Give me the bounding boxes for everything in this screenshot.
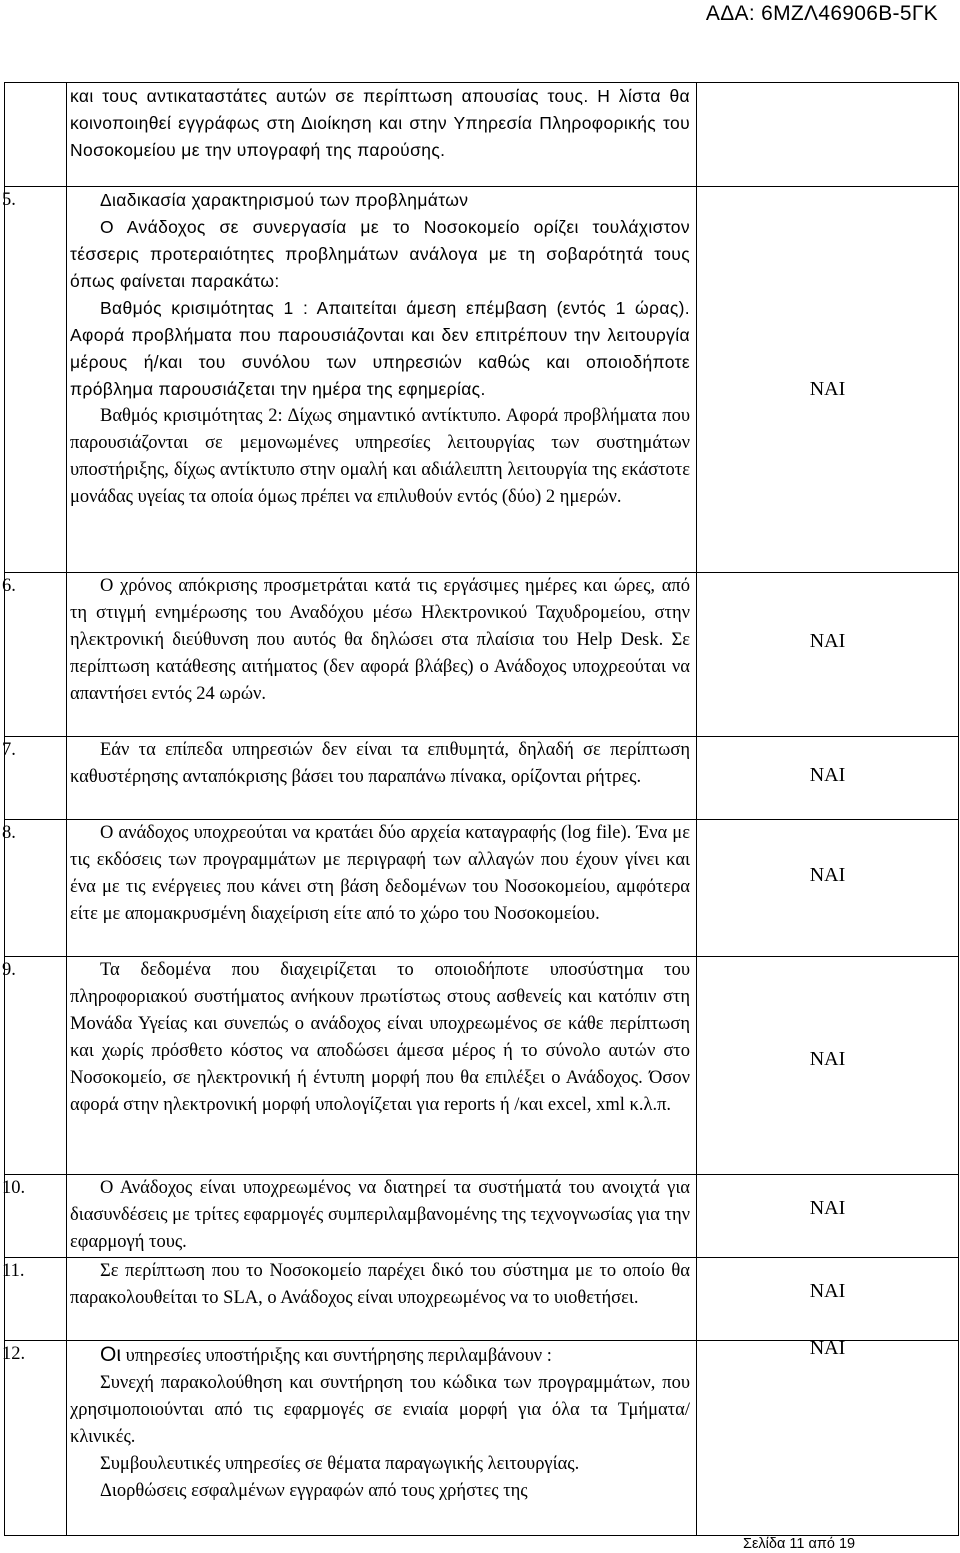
row-paragraph: Σε περίπτωση που το Νοσοκομείο παρέχει δικό του σύστημα με το οποίο θα παρακολουθείται το SLA, ο Ανάδοχος είναι υποχρεωμένος να το υιοθετήσει. [70, 1261, 690, 1308]
row-number-cell: 9. [5, 957, 67, 1175]
row-number-cell: 8. [5, 820, 67, 957]
table-row [5, 820, 959, 957]
answer-cell [697, 83, 959, 187]
row-text-cell [67, 83, 697, 187]
row-paragraph: Βαθμός κρισιμότητας 1 : Απαιτείται άμεση επέμβαση (εντός 1 ώρας). Αφορά προβλήματα που παρουσιάζονται και δεν επιτρέπουν την λειτουργία μέρους ή/και του συνόλου των υπηρεσιών καθώς και οποιοδήποτε πρόβλημα παρουσιάζεται την ημέρα της εφημερίας. [70, 298, 690, 399]
row-paragraph: Συνεχή παρακολούθηση και συντήρηση του κώδικα των προγραμμάτων, που χρησιμοποιούνται από τις εφαρμογές σε ενιαία μορφή για όλα τα Τμήματα/κλινικές. [70, 1373, 690, 1447]
answer-cell [697, 1258, 959, 1341]
row-number-cell [5, 83, 67, 187]
row-paragraph: Ο Ανάδοχος σε συνεργασία με το Νοσοκομείο ορίζει τουλάχιστον τέσσερις προτεραιότητες προβλημάτων ανάλογα με τη σοβαρότητά τους όπως φαίνεται παρακάτω: [70, 217, 690, 291]
row-paragraph: Ο Ανάδοχος είναι υποχρεωμένος να διατηρεί τα συστήματά του ανοιχτά για διασυνδέσεις με τρίτες εφαρμογές συμπεριλαμβανομένης της τεχνογνωσίας για την εφαρμογή τους. [70, 1178, 690, 1252]
row-paragraph: Βαθμός κρισιμότητας 2: Δίχως σημαντικό αντίκτυπο. Αφορά προβλήματα που παρουσιάζονται σε μεμονωμένες υπηρεσίες λειτουργίας των συστημάτων υποστήριξης, δίχως αντίκτυπο στην ομαλή και αδιάλειπτη λειτουργία της εκάστοτε μονάδας υγείας τα οποία όμως πρέπει να επιλυθούν εντός (δύο) 2 ημερών. [70, 406, 690, 507]
page-number: Σελίδα 11 από 19 [743, 1536, 856, 1552]
table-row [5, 957, 959, 1175]
answer-value: ΝΑΙ [809, 764, 846, 786]
row-number-cell: 6. [5, 573, 67, 737]
answer-value: ΝΑΙ [809, 1197, 846, 1219]
row-number-cell: 7. [5, 737, 67, 820]
row-paragraph: Συμβουλευτικές υπηρεσίες σε θέματα παραγωγικής λειτουργίας. [100, 1454, 580, 1474]
row-text-cell [67, 1258, 697, 1341]
row-paragraph: Τα δεδομένα που διαχειρίζεται το οποιοδήποτε υποσύστημα του πληροφοριακού συστήματος ανήκουν πρωτίστως στους ασθενείς και κατόπιν στη Μονάδα Υγείας και συνεπώς ο ανάδοχος είναι υποχρεωμένος σε κάθε περίπτωση και χωρίς πρόσθετο κόστος να αποδώσει άμεσα μέρος ή το σύνολο αυτών στο Νοσοκομείο, σε ηλεκτρονική ή έντυπη μορφή που θα επιλέξει ο Ανάδοχος. Όσον αφορά στην ηλεκτρονική μορφή υπολογίζεται για reports ή /και excel, xml κ.λ.π. [70, 960, 690, 1115]
row-paragraph: Ο ανάδοχος υποχρεούται να κρατάει δύο αρχεία καταγραφής (log file). Ένα με τις εκδόσεις των προγραμμάτων με περιγραφή των αλλαγών που έχουν γίνει και ένα με τις ενέργειες που κάνει στη βάση δεδομένων του Νοσοκομείου, αμφότερα είτε με απομακρυσμένη διαχείριση είτε από το χώρο του Νοσοκομείου. [70, 823, 690, 924]
table-row [5, 83, 959, 187]
row-paragraph: Οι υπηρεσίες υποστήριξης και συντήρησης περιλαμβάνουν : [100, 1343, 552, 1366]
answer-value: ΝΑΙ [809, 1048, 846, 1070]
row-text-cell [67, 957, 697, 1175]
row-text-cell [67, 1341, 697, 1536]
table-row [5, 737, 959, 820]
ada-code: ΑΔΑ: 6ΜΖΛ46906Β-5ΓΚ [705, 2, 938, 25]
answer-value: ΝΑΙ [809, 1337, 846, 1359]
answer-cell [697, 1337, 959, 1536]
answer-cell [697, 737, 959, 820]
row-paragraph: Ο χρόνος απόκρισης προσμετράται κατά τις εργάσιμες ημέρες και ώρες, από τη στιγμή ενημέρωσης του Αναδόχου μέσω Ηλεκτρονικού Ταχυδρομείου, στην ηλεκτρονική διεύθυνση που αυτός θα δηλώσει στα πλαίσια του Help Desk. Σε περίπτωση κατάθεσης αιτήματος (δεν αφορά βλάβες) ο Ανάδοχος υποχρεούται να απαντήσει εντός 24 ωρών. [70, 576, 690, 704]
row-number-cell: 5. [5, 187, 67, 573]
row-text-cell [67, 1175, 697, 1258]
row-number-cell: 12. [5, 1341, 67, 1536]
answer-value: ΝΑΙ [809, 864, 846, 886]
answer-cell [697, 1175, 959, 1258]
row-text-cell [67, 737, 697, 820]
table-row [5, 1175, 959, 1258]
requirements-table [4, 82, 959, 1536]
row-text-cell [67, 187, 697, 573]
table-row [5, 187, 959, 573]
row-text-cell [67, 573, 697, 737]
row-paragraph: Διορθώσεις εσφαλμένων εγγραφών από τους χρήστες της [100, 1481, 528, 1501]
row-number-cell: 11. [5, 1258, 67, 1341]
row-paragraph: και τους αντικαταστάτες αυτών σε περίπτωση απουσίας τους. Η λίστα θα κοινοποιηθεί εγγράφως στη Διοίκηση και στην Υπηρεσία Πληροφορικής του Νοσοκομείου με την υπογραφή της παρούσης. [70, 86, 690, 160]
table-row [5, 573, 959, 737]
answer-value: ΝΑΙ [809, 630, 846, 652]
row-number-cell: 10. [5, 1175, 67, 1258]
row-heading: Διαδικασία χαρακτηρισμού των προβλημάτων [100, 190, 469, 210]
answer-cell [697, 820, 959, 957]
row-paragraph: Εάν τα επίπεδα υπηρεσιών δεν είναι τα επιθυμητά, δηλαδή σε περίπτωση καθυστέρησης ανταπόκρισης βάσει του παραπάνω πίνακα, ορίζονται ρήτρες. [70, 740, 690, 787]
answer-cell [697, 573, 959, 737]
answer-cell [697, 957, 959, 1175]
row-text-cell [67, 820, 697, 957]
table-row [5, 1341, 959, 1536]
answer-value: ΝΑΙ [809, 1280, 846, 1302]
answer-value: ΝΑΙ [809, 378, 846, 400]
table-row [5, 1258, 959, 1341]
answer-cell [697, 187, 959, 573]
